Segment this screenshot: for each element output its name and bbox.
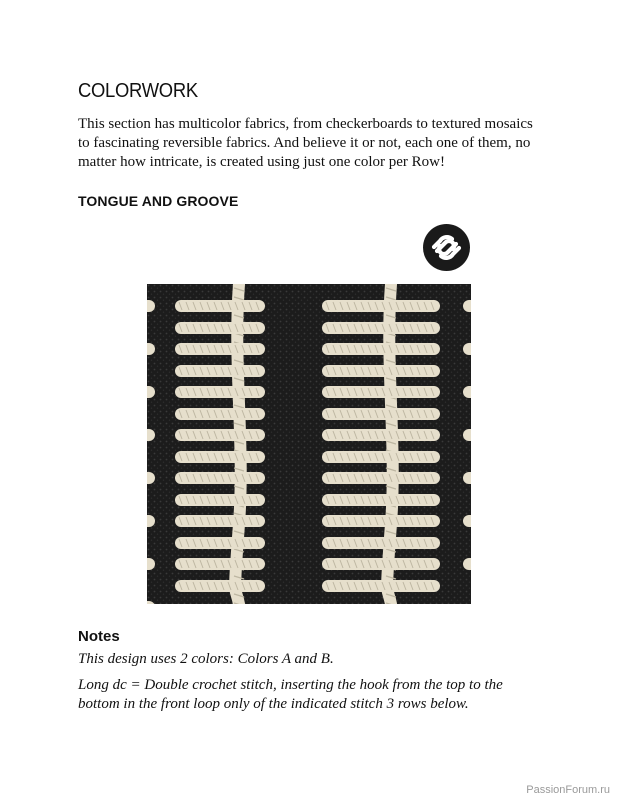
crochet-swatch-photo: [147, 284, 471, 604]
watermark: PassionForum.ru: [526, 784, 610, 796]
note-line: This design uses 2 colors: Colors A and B.: [78, 651, 334, 667]
section-title: TONGUE AND GROOVE: [78, 193, 239, 209]
interlocking-links-icon: [423, 224, 470, 271]
intro-paragraph: This section has multicolor fabrics, from checkerboards to textured mosaics to fascinating reversible fabrics. And believe it or not, each one of them, no matter how intricate, is created using just one color per Row!: [78, 116, 533, 170]
notes-heading: Notes: [78, 628, 120, 645]
page-title: COLORWORK: [78, 80, 198, 102]
note-line: Long dc = Double crochet stitch, inserting the hook from the top to the bottom in the front loop only of the indicated stitch 3 rows below.: [78, 677, 503, 712]
